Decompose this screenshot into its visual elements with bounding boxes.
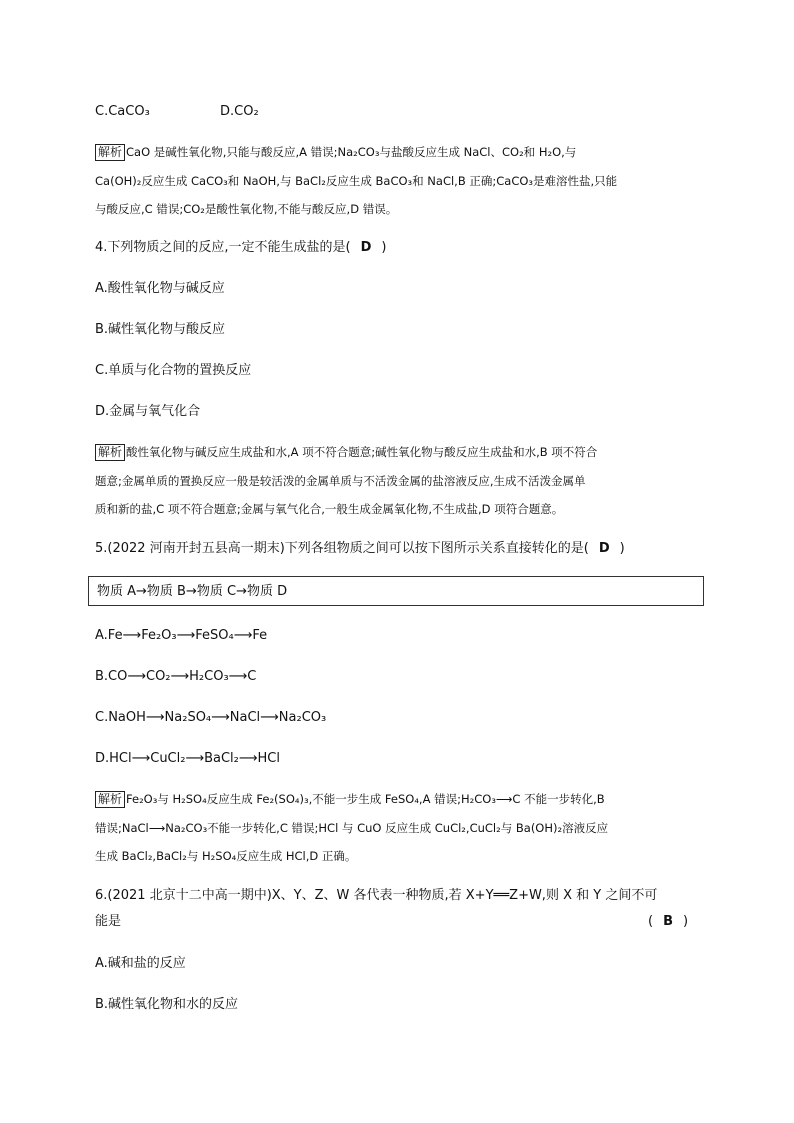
q4-answer: D [360,240,372,255]
q6-answer-bracket [648,913,688,931]
q5-answer: D [598,541,610,556]
q6-answer-close: ) [683,914,689,929]
q4-option-a: A.酸性氧化物与碱反应 [95,281,225,296]
q6-option-b: B.碱性氧化物和水的反应 [95,997,239,1012]
q4-analysis-line-2: 题意;金属单质的置换反应一般是较活泼的金属单质与不活泼金属的盐溶液反应,生成不活泼金属单 [95,474,586,488]
q3-analysis-line-2: Ca(OH)₂反应生成 CaCO₃和 NaOH,与 BaCl₂反应生成 BaCO₃和 NaCl,B 正确;CaCO₃是难溶性盐,只能 [95,174,618,188]
q4-stem-close: ) [381,240,387,255]
analysis-tag: 解析 [95,144,125,161]
q5-analysis-text-1: Fe₂O₃与 H₂SO₄反应生成 Fe₂(SO₄)₃,不能一步生成 FeSO₄,A 错误;H₂CO₃⟶C 不能一步转化,B [126,792,605,806]
q5-analysis-line-3: 生成 BaCl₂,BaCl₂与 H₂SO₄反应生成 HCl,D 正确。 [95,849,357,863]
q5-relationship-text: 物质 A→物质 B→物质 C→物质 D [97,584,288,599]
q4-option-c: C.单质与化合物的置换反应 [95,363,252,378]
q4-stem-text: 4.下列物质之间的反应,一定不能生成盐的是( [95,240,351,255]
q5-relationship-box [88,576,704,606]
q5-analysis-line-2: 错误;NaCl⟶Na₂CO₃不能一步转化,C 错误;HCl 与 CuO 反应生成 CuCl₂,CuCl₂与 Ba(OH)₂溶液反应 [95,821,609,835]
q3-option-d: D.CO₂ [220,104,259,119]
q6-answer: B [663,914,673,929]
q4-analysis-text-1: 酸性氧化物与碱反应生成盐和水,A 项不符合题意;碱性氧化物与酸反应生成盐和水,B 项不符合 [126,445,598,459]
analysis-tag: 解析 [95,791,125,808]
q3-analysis-line-1 [95,143,576,161]
q5-option-a: A.Fe⟶Fe₂O₃⟶FeSO₄⟶Fe [95,628,268,643]
q5-stem-text: 5.(2022 河南开封五县高一期末)下列各组物质之间可以按下图所示关系直接转化的是( [95,541,589,556]
q4-option-b: B.碱性氧化物与酸反应 [95,322,226,337]
q3-option-c: C.CaCO₃ [95,104,150,119]
q5-option-c: C.NaOH⟶Na₂SO₄⟶NaCl⟶Na₂CO₃ [95,710,327,725]
q4-analysis-line-3: 质和新的盐,C 项不符合题意;金属与氧气化合,一般生成金属氧化物,不生成盐,D 项符合题意。 [95,502,564,516]
q3-analysis-text-1: CaO 是碱性氧化物,只能与酸反应,A 错误;Na₂CO₃与盐酸反应生成 NaCl、CO₂和 H₂O,与 [126,145,577,159]
analysis-tag: 解析 [95,444,125,461]
q5-option-d: D.HCl⟶CuCl₂⟶BaCl₂⟶HCl [95,751,280,766]
q5-stem-close: ) [619,541,625,556]
q4-analysis-line-1 [95,443,597,461]
q5-stem [95,540,625,558]
q6-stem-line-1: 6.(2021 北京十二中高一期中)X、Y、Z、W 各代表一种物质,若 X+Y══Z+W,则 X 和 Y 之间不可 [95,888,658,903]
q6-option-a: A.碱和盐的反应 [95,956,186,971]
q6-answer-open: ( [648,914,654,929]
q4-option-d: D.金属与氧气化合 [95,404,201,419]
q6-stem-line-2: 能是 [95,914,122,929]
q5-option-b: B.CO⟶CO₂⟶H₂CO₃⟶C [95,669,257,684]
q5-analysis-line-1 [95,790,605,808]
q4-stem [95,239,386,257]
q3-analysis-line-3: 与酸反应,C 错误;CO₂是酸性氧化物,不能与酸反应,D 错误。 [95,202,398,216]
